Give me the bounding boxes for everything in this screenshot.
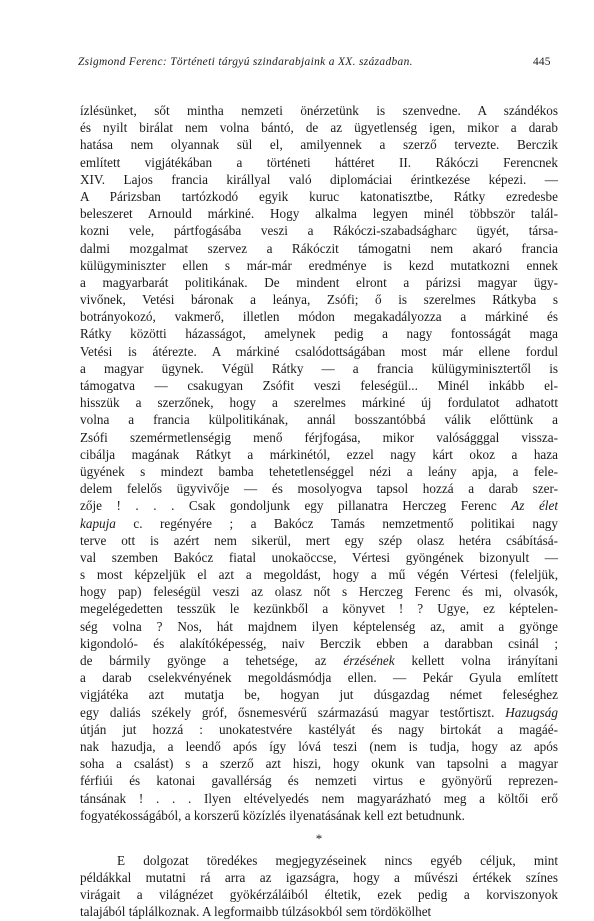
text-line: Vetési is átérezte. A márkiné csalódottságában most már ellene fordul <box>80 343 558 359</box>
text-line: a magyar ügynek. Végül Rátky — a francia külügyminisztertől is <box>80 360 558 376</box>
text-line: XIV. Lajos francia királlyal való diplomáciai érintkezése képezi. — <box>80 171 558 187</box>
text-line: ízlésünket, sőt mintha nemzeti önérzetünk is szenvedne. A szándékos <box>80 103 558 118</box>
text-line: említett vigjátékában a történeti háttéret II. Rákóczi Ferencnek <box>80 154 558 170</box>
text-line: zője ! . . . Csak gondoljunk egy pillanatra Herczeg Ferenc Az élet <box>80 498 558 514</box>
text-line: kozni vele, pártfogásába veszi a Rákóczi-szabadságharc ügyét, társa- <box>80 223 558 239</box>
text-line: talajából táplálkoznak. A legformaibb túlzásokból sem tördökölhet <box>80 904 432 920</box>
text-line: de bármily gyönge a tehetsége, az érzésének kellett volna irányítani <box>80 653 558 668</box>
text-line: kigondoló- és alakítóképesség, naiv Berczik ebben a darabban csinál ; <box>80 635 558 651</box>
text-line: cibálja magának Rátkyt a márkinétól, ezzel nagy kárt okoz a haza <box>80 446 558 462</box>
text-line: volna a francia külpolitikának, annál bosszantóbbá válik előttünk a <box>80 412 558 428</box>
text-line: val szemben Bakócz fiatal unokaöccse, Vértesi gyöngének bizonyult — <box>80 549 558 565</box>
text-line: hogy pap) feleségül veszi az olasz nőt s Herczeg Ferenc és mi, olvasók, <box>80 584 558 600</box>
text-line: kapuja c. regényére ; a Bakócz Tamás nemzetmentő politikai nagy <box>80 515 558 531</box>
emphasis: Az élet <box>511 498 558 514</box>
text-line: E dolgozat töredékes megjegyzéseinek nincs egyéb céljuk, mint <box>117 852 558 868</box>
text-line: és nyilt birálat nem volna bántó, de az ügyetlenség igen, mikor a darab <box>80 120 558 136</box>
emphasis: érzésének <box>343 653 395 668</box>
text-line: delem felelős ügyvivője — és mosolyogva tapsol hozzá a darab szer- <box>80 481 558 497</box>
running-header <box>78 56 578 72</box>
text-line: Zsófi szemérmetlenségig menő férjfogása, mikor valóságggal vissza- <box>80 429 558 445</box>
text-line: megelégedetten tesszük le kezünkből a könyvet ! ? Ugye, ez képtelen- <box>80 601 558 617</box>
text-line: útján jut hozzá : unokatestvére kastélyát és nagy birtokát a magáé- <box>80 721 558 737</box>
text-line: támogatva — csakugyan Zsófit veszi feleségül... Minél inkább el- <box>80 378 558 393</box>
page-number: 445 <box>533 56 551 68</box>
text-line: fogyatékosságából, a korszerű közízlés ilyenatásának kell ezt betudnunk. <box>80 807 465 823</box>
text-line: hatása nem olyannak sül el, amilyennek a szerző tervezte. Berczik <box>80 137 558 153</box>
text-line: férfiúi és katonai gavallérság és nemzeti virtus e gyönyörű reprezen- <box>80 773 558 789</box>
text-line: ügyének s mindezt bamba tehetetlenséggel nézi a leány apja, a fele- <box>80 463 558 479</box>
text-line: példákkal mutatni rá arra az igazságra, hogy a művészi értékek színes <box>80 870 558 886</box>
text-line: a darab cselekvényének megoldásmódja ellen. — Pekár Gyula említett <box>80 670 558 686</box>
text-line: külügyminiszter ellen s már-már eredménye is kezd mutatkozni ennek <box>80 257 558 273</box>
text-line: virágait a világnézet gyökérzáláiból éltetik, ezek pedig a korviszonyok <box>80 887 558 903</box>
text-line: vigjátéka azt mutatja be, hogyan jut dúsgazdag német feleséghez <box>80 687 558 703</box>
text-line: A Párizsban tartózkodó egyik kuruc katonatisztbe, Rátky ezredesbe <box>80 188 558 204</box>
running-title: Zsigmond Ferenc: Történeti tárgyú szindarabjaink a XX. században. <box>78 56 413 68</box>
body-text <box>80 102 558 921</box>
text-line: nak hazudja, a leendő após így lóvá teszi (nem is tudja, hogy az após <box>80 738 558 754</box>
text-line: s most képzeljük el azt a megoldást, hogy a mű végén Vértesi (feleljük, <box>80 567 558 583</box>
paragraph-1 <box>80 102 558 824</box>
text-line: Rátky közötti házasságot, amelynek pedig a nagy fontosságát maga <box>80 326 558 342</box>
text-line: botrányokozó, vakmerő, illetlen módon megakadályozza a márkiné és <box>80 309 558 325</box>
text-line: hisszük a szerzőnek, hogy a szerelmes márkiné új fordulatot adhatott <box>80 395 558 411</box>
text-line: egy daliás székely gróf, ősnemesvérű származású magyar testőrtiszt. Hazugság <box>80 704 558 720</box>
text-line: dalmi mozgalmat szervez a Rákóczit támogatni nem akaró francia <box>80 240 558 256</box>
text-line: tánsának ! . . . Ilyen eltévelyedés nem magyarázható meg a költői erő <box>80 790 558 806</box>
text-line: soha a csalást) s a szerző azt hiszi, hogy okunk van tapsolni a magyar <box>80 756 558 772</box>
paragraph-2 <box>80 852 558 921</box>
text-line: beleszeret Arnould márkiné. Hogy alkalma legyen minél többször talál- <box>80 206 558 222</box>
section-divider: * <box>315 830 323 846</box>
text-line: ség volna ? Nos, hát majdnem ilyen képtelenség az, amit a gyönge <box>80 618 558 634</box>
emphasis: Hazugság <box>505 704 558 720</box>
emphasis: kapuja <box>80 515 116 531</box>
text-line: terve ott is azért nem sikerül, mert egy szép olasz hetéra csábításá- <box>80 532 558 548</box>
text-line: a magyarbarát politikának. De mindent elront a párizsi magyar ügy- <box>80 274 558 290</box>
text-line: vivőnek, Vetési báronak a leánya, Zsófi; ő is szerelmes Rátkyba s <box>80 292 558 308</box>
